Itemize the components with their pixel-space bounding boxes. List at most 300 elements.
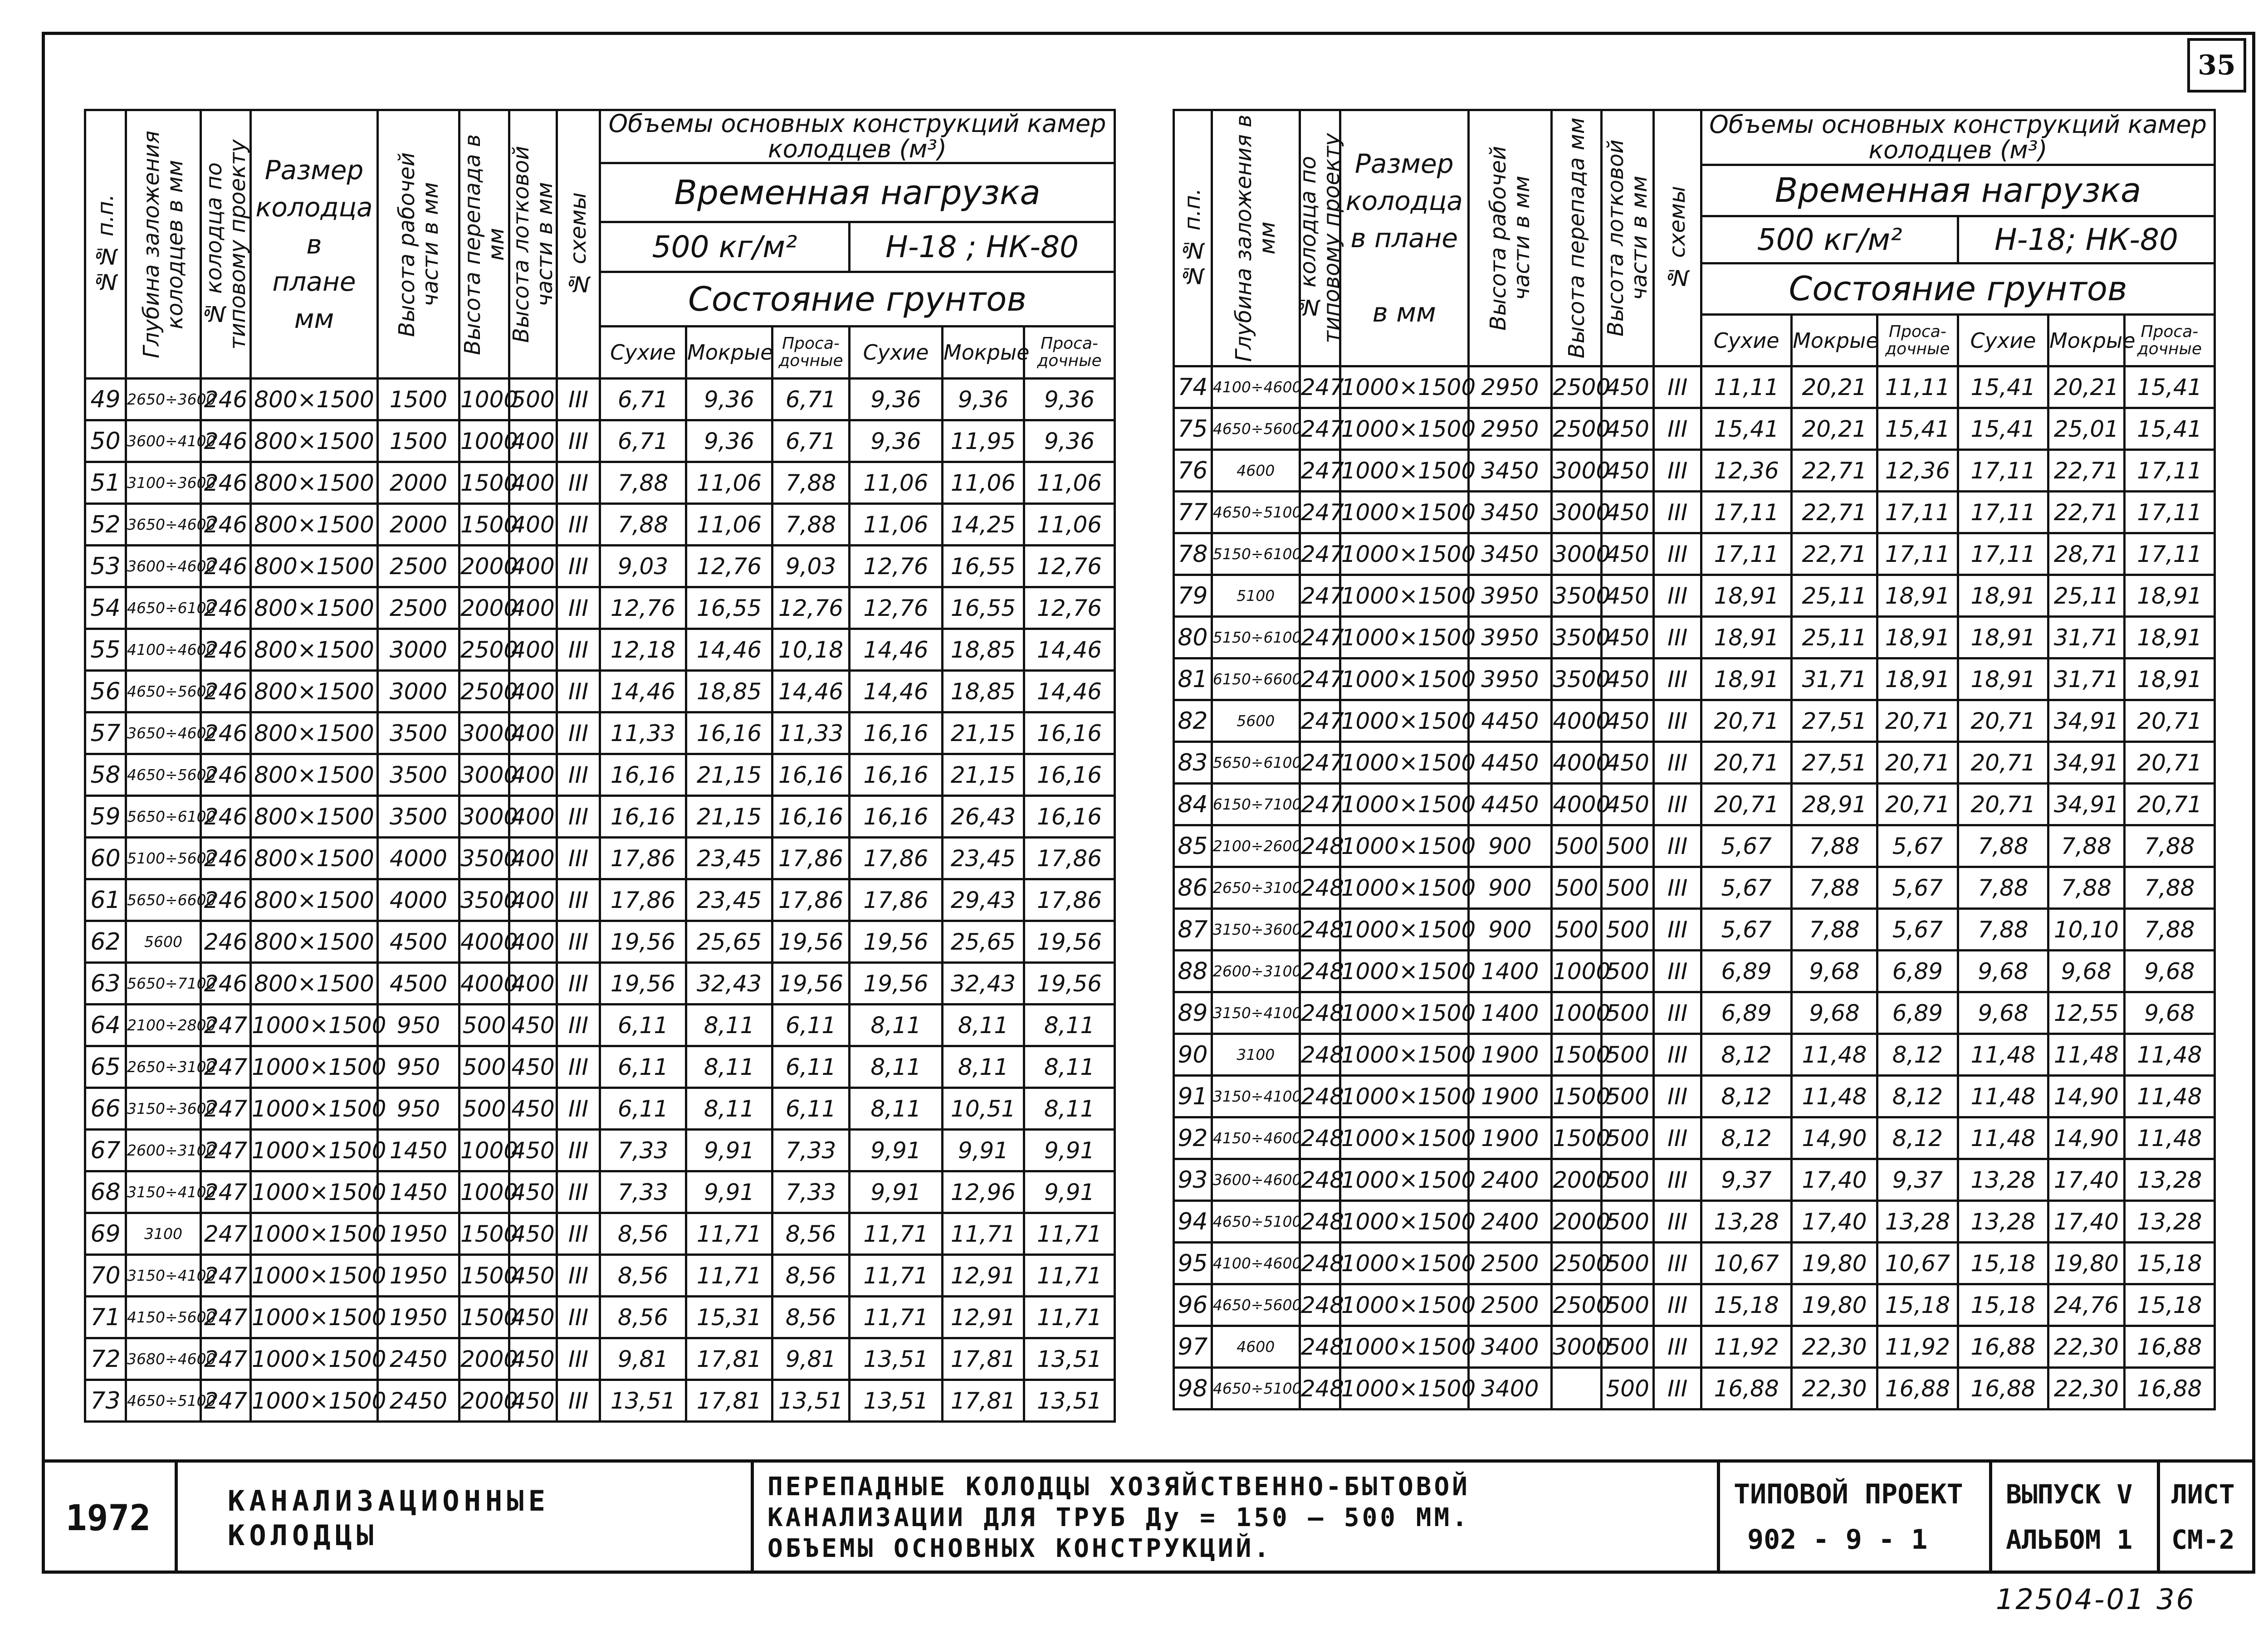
project-no: 246 xyxy=(201,379,251,420)
row-number: 93 xyxy=(1174,1159,1212,1201)
scheme: III xyxy=(1654,575,1701,617)
drop-height: 2000 xyxy=(459,1338,509,1380)
vol-500-subsiding: 5,67 xyxy=(1877,867,1958,909)
vol-h18-dry: 17,11 xyxy=(1958,492,2048,533)
scheme: III xyxy=(557,838,600,879)
row-number: 56 xyxy=(85,671,126,712)
col-header-drop-height: Высота перепада мм xyxy=(1552,110,1602,366)
plan-size: 1000×1500 xyxy=(1340,1076,1468,1117)
project-no: 247 xyxy=(201,1130,251,1171)
project-no: 247 xyxy=(1300,533,1340,575)
row-number: 81 xyxy=(1174,658,1212,700)
scheme: III xyxy=(557,379,600,420)
drop-height: 1500 xyxy=(1552,1117,1602,1159)
table-row xyxy=(1174,1243,2215,1284)
drop-height: 1000 xyxy=(1552,992,1602,1034)
drop-height: 3500 xyxy=(1552,575,1602,617)
plan-size: 1000×1500 xyxy=(251,1005,378,1046)
vol-h18-wet: 22,30 xyxy=(2048,1368,2125,1410)
stamp-title: ПЕРЕПАДНЫЕ КОЛОДЦЫ ХОЗЯЙСТВЕННО-БЫТОВОЙ КАНАЛИЗАЦИИ ДЛЯ ТРУБ Ду = 150 – 500 ММ. ОБЪЕМЫ ОСНОВНЫХ КОНСТРУКЦИЙ. xyxy=(754,1463,1720,1574)
drop-height: 500 xyxy=(459,1005,509,1046)
soil-dry: Сухие xyxy=(1958,315,2048,366)
vol-h18-wet: 17,81 xyxy=(943,1338,1024,1380)
vol-500-dry: 8,56 xyxy=(600,1297,686,1338)
drop-height: 3000 xyxy=(1552,1326,1602,1368)
vol-h18-subsiding: 9,91 xyxy=(1024,1171,1115,1213)
depth: 2650÷3600 xyxy=(126,379,201,420)
depth: 3100÷3600 xyxy=(126,462,201,504)
vol-h18-dry: 17,86 xyxy=(850,879,943,921)
vol-h18-wet: 34,91 xyxy=(2048,700,2125,742)
row-number: 54 xyxy=(85,587,126,629)
row-number: 67 xyxy=(85,1130,126,1171)
vol-h18-subsiding: 7,88 xyxy=(2124,825,2214,867)
depth: 3150÷4100 xyxy=(1212,992,1300,1034)
depth: 4650÷5100 xyxy=(126,1380,201,1422)
plan-size: 800×1500 xyxy=(251,879,378,921)
col-header-scheme: № схемы xyxy=(1654,110,1701,366)
table-row xyxy=(1174,450,2215,492)
vol-500-wet: 11,48 xyxy=(1792,1076,1877,1117)
vol-h18-wet: 29,43 xyxy=(943,879,1024,921)
project-no: 247 xyxy=(1300,450,1340,492)
drop-height: 1000 xyxy=(459,379,509,420)
soil-subsiding: Проса-дочные xyxy=(2124,315,2214,366)
depth: 4650÷5100 xyxy=(1212,492,1300,533)
col-header-size: Размер колодца в плане мм xyxy=(251,110,378,379)
vol-h18-subsiding: 15,18 xyxy=(2124,1243,2214,1284)
scheme: III xyxy=(1654,867,1701,909)
vol-500-wet: 11,48 xyxy=(1792,1034,1877,1076)
row-number: 84 xyxy=(1174,784,1212,825)
tray-height: 400 xyxy=(509,712,557,754)
scheme: III xyxy=(557,1338,600,1380)
vol-h18-wet: 23,45 xyxy=(943,838,1024,879)
col-header-depth: Глубина заложения колодцев в мм xyxy=(126,110,201,379)
vol-500-wet: 15,31 xyxy=(686,1297,772,1338)
vol-500-dry: 11,92 xyxy=(1701,1326,1792,1368)
tray-height: 400 xyxy=(509,462,557,504)
vol-500-subsiding: 10,18 xyxy=(772,629,850,671)
row-number: 51 xyxy=(85,462,126,504)
soil-subsiding: Проса-дочные xyxy=(1877,315,1958,366)
vol-h18-dry: 11,48 xyxy=(1958,1076,2048,1117)
tray-height: 450 xyxy=(1602,450,1654,492)
drop-height: 3500 xyxy=(1552,617,1602,658)
vol-500-wet: 28,91 xyxy=(1792,784,1877,825)
row-number: 68 xyxy=(85,1171,126,1213)
vol-h18-subsiding: 17,11 xyxy=(2124,450,2214,492)
work-height: 1500 xyxy=(378,420,459,462)
project-no: 248 xyxy=(1300,867,1340,909)
tray-height: 500 xyxy=(1602,1159,1654,1201)
vol-h18-subsiding: 17,86 xyxy=(1024,838,1115,879)
project-no: 246 xyxy=(201,462,251,504)
vol-500-subsiding: 8,56 xyxy=(772,1213,850,1255)
scheme: III xyxy=(1654,700,1701,742)
row-number: 75 xyxy=(1174,408,1212,450)
work-height: 1450 xyxy=(378,1171,459,1213)
vol-500-subsiding: 17,11 xyxy=(1877,533,1958,575)
plan-size: 1000×1500 xyxy=(1340,533,1468,575)
table-row xyxy=(1174,825,2215,867)
scheme: III xyxy=(1654,1368,1701,1410)
drop-height: 3500 xyxy=(459,879,509,921)
work-height: 1900 xyxy=(1468,1076,1551,1117)
plan-size: 1000×1500 xyxy=(1340,1243,1468,1284)
scheme: III xyxy=(557,1171,600,1213)
vol-500-subsiding: 10,67 xyxy=(1877,1243,1958,1284)
vol-500-dry: 16,88 xyxy=(1701,1368,1792,1410)
vol-500-dry: 10,67 xyxy=(1701,1243,1792,1284)
row-number: 72 xyxy=(85,1338,126,1380)
vol-500-subsiding: 9,37 xyxy=(1877,1159,1958,1201)
project-no: 246 xyxy=(201,754,251,796)
depth: 4650÷5100 xyxy=(1212,1201,1300,1243)
scheme: III xyxy=(557,1297,600,1338)
row-number: 77 xyxy=(1174,492,1212,533)
vol-h18-wet: 7,88 xyxy=(2048,825,2125,867)
depth: 4650÷5600 xyxy=(126,754,201,796)
scheme: III xyxy=(1654,825,1701,867)
table-row xyxy=(85,963,1115,1005)
vol-500-subsiding: 12,76 xyxy=(772,587,850,629)
soil-dry: Сухие xyxy=(850,327,943,379)
work-height: 2500 xyxy=(378,546,459,587)
work-height: 950 xyxy=(378,1088,459,1130)
vol-h18-dry: 16,88 xyxy=(1958,1326,2048,1368)
vol-h18-dry: 17,86 xyxy=(850,838,943,879)
vol-500-dry: 16,16 xyxy=(600,754,686,796)
work-height: 1900 xyxy=(1468,1034,1551,1076)
table-row xyxy=(85,921,1115,963)
vol-h18-subsiding: 15,41 xyxy=(2124,408,2214,450)
tray-height: 450 xyxy=(509,1171,557,1213)
row-number: 74 xyxy=(1174,366,1212,408)
soil-subsiding: Проса-дочные xyxy=(772,327,850,379)
tray-height: 450 xyxy=(1602,366,1654,408)
table-row xyxy=(1174,951,2215,992)
vol-h18-wet: 17,81 xyxy=(943,1380,1024,1422)
plan-size: 1000×1500 xyxy=(1340,617,1468,658)
depth: 2600÷3100 xyxy=(1212,951,1300,992)
table-row xyxy=(1174,1034,2215,1076)
col-header-depth: Глубина заложения в мм xyxy=(1212,110,1300,366)
work-height: 3000 xyxy=(378,629,459,671)
vol-h18-subsiding: 19,56 xyxy=(1024,921,1115,963)
scheme: III xyxy=(557,879,600,921)
work-height: 4500 xyxy=(378,921,459,963)
drop-height: 4000 xyxy=(1552,742,1602,784)
drop-height: 2500 xyxy=(459,629,509,671)
vol-h18-wet: 11,48 xyxy=(2048,1034,2125,1076)
vol-h18-subsiding: 11,06 xyxy=(1024,462,1115,504)
vol-500-subsiding: 8,56 xyxy=(772,1255,850,1297)
vol-500-subsiding: 20,71 xyxy=(1877,700,1958,742)
vol-h18-dry: 16,16 xyxy=(850,754,943,796)
load-h18: Н-18 ; НК-80 xyxy=(850,222,1115,272)
vol-500-subsiding: 9,81 xyxy=(772,1338,850,1380)
row-number: 95 xyxy=(1174,1243,1212,1284)
depth: 4150÷5600 xyxy=(126,1297,201,1338)
row-number: 78 xyxy=(1174,533,1212,575)
depth: 3150÷4100 xyxy=(126,1171,201,1213)
tray-height: 450 xyxy=(509,1255,557,1297)
vol-h18-wet: 16,55 xyxy=(943,587,1024,629)
depth: 3650÷4600 xyxy=(126,712,201,754)
scheme: III xyxy=(557,1380,600,1422)
vol-500-dry: 20,71 xyxy=(1701,784,1792,825)
col-header-work-height: Высота рабочей части в мм xyxy=(378,110,459,379)
vol-h18-dry: 13,28 xyxy=(1958,1159,2048,1201)
drop-height: 3500 xyxy=(1552,658,1602,700)
scheme: III xyxy=(1654,742,1701,784)
vol-h18-wet: 7,88 xyxy=(2048,867,2125,909)
vol-h18-wet: 8,11 xyxy=(943,1005,1024,1046)
vol-500-dry: 19,56 xyxy=(600,963,686,1005)
vol-h18-wet: 9,91 xyxy=(943,1130,1024,1171)
tray-height: 400 xyxy=(509,420,557,462)
vol-h18-dry: 9,91 xyxy=(850,1130,943,1171)
tray-height: 400 xyxy=(509,629,557,671)
page-number: 35 xyxy=(2187,38,2246,93)
project-no: 247 xyxy=(201,1088,251,1130)
vol-h18-wet: 28,71 xyxy=(2048,533,2125,575)
scheme: III xyxy=(1654,533,1701,575)
soil-header: Состояние грунтов xyxy=(600,272,1115,327)
vol-500-wet: 20,21 xyxy=(1792,408,1877,450)
vol-h18-dry: 7,88 xyxy=(1958,867,2048,909)
vol-h18-dry: 11,71 xyxy=(850,1213,943,1255)
vol-500-dry: 17,86 xyxy=(600,879,686,921)
depth: 3150÷4100 xyxy=(126,1255,201,1297)
drop-height: 4000 xyxy=(459,921,509,963)
drop-height: 3500 xyxy=(459,838,509,879)
vol-500-dry: 12,36 xyxy=(1701,450,1792,492)
plan-size: 800×1500 xyxy=(251,546,378,587)
table-row xyxy=(1174,533,2215,575)
vol-500-wet: 7,88 xyxy=(1792,867,1877,909)
vol-500-wet: 25,11 xyxy=(1792,575,1877,617)
vol-500-subsiding: 12,36 xyxy=(1877,450,1958,492)
vol-500-wet: 32,43 xyxy=(686,963,772,1005)
plan-size: 1000×1500 xyxy=(1340,1284,1468,1326)
row-number: 85 xyxy=(1174,825,1212,867)
vol-500-wet: 23,45 xyxy=(686,879,772,921)
table-row xyxy=(85,1255,1115,1297)
vol-500-dry: 8,12 xyxy=(1701,1034,1792,1076)
vol-h18-subsiding: 16,16 xyxy=(1024,754,1115,796)
vol-500-wet: 22,71 xyxy=(1792,492,1877,533)
work-height: 950 xyxy=(378,1046,459,1088)
vol-500-subsiding: 11,11 xyxy=(1877,366,1958,408)
scheme: III xyxy=(557,1213,600,1255)
scheme: III xyxy=(557,504,600,546)
project-no: 248 xyxy=(1300,1368,1340,1410)
project-no: 247 xyxy=(201,1380,251,1422)
vol-500-subsiding: 6,89 xyxy=(1877,951,1958,992)
scheme: III xyxy=(1654,617,1701,658)
work-height: 3000 xyxy=(378,671,459,712)
work-height: 2500 xyxy=(1468,1284,1551,1326)
work-height: 3500 xyxy=(378,754,459,796)
work-height: 1950 xyxy=(378,1213,459,1255)
scheme: III xyxy=(1654,992,1701,1034)
scheme: III xyxy=(557,796,600,838)
vol-h18-wet: 32,43 xyxy=(943,963,1024,1005)
tray-height: 500 xyxy=(509,379,557,420)
plan-size: 800×1500 xyxy=(251,712,378,754)
vol-h18-subsiding: 15,18 xyxy=(2124,1284,2214,1326)
depth: 2600÷3100 xyxy=(126,1130,201,1171)
row-number: 63 xyxy=(85,963,126,1005)
row-number: 66 xyxy=(85,1088,126,1130)
plan-size: 1000×1500 xyxy=(1340,867,1468,909)
scheme: III xyxy=(557,629,600,671)
project-no: 248 xyxy=(1300,1201,1340,1243)
drop-height: 500 xyxy=(1552,825,1602,867)
vol-h18-subsiding: 14,46 xyxy=(1024,629,1115,671)
depth: 5100 xyxy=(1212,575,1300,617)
vol-h18-dry: 15,41 xyxy=(1958,366,2048,408)
table-row xyxy=(1174,1326,2215,1368)
load-h18: Н-18; НК-80 xyxy=(1958,216,2215,263)
drop-height: 1500 xyxy=(459,1213,509,1255)
vol-h18-dry: 13,51 xyxy=(850,1380,943,1422)
vol-500-wet: 7,88 xyxy=(1792,825,1877,867)
plan-size: 800×1500 xyxy=(251,796,378,838)
volumes-title: Объемы основных конструкций камер колодцев (м³) xyxy=(1701,110,2215,165)
scheme: III xyxy=(1654,1243,1701,1284)
vol-h18-subsiding: 17,86 xyxy=(1024,879,1115,921)
vol-500-wet: 9,68 xyxy=(1792,951,1877,992)
vol-h18-dry: 17,11 xyxy=(1958,450,2048,492)
vol-h18-dry: 8,11 xyxy=(850,1005,943,1046)
row-number: 53 xyxy=(85,546,126,587)
vol-h18-wet: 11,06 xyxy=(943,462,1024,504)
project-no: 247 xyxy=(1300,617,1340,658)
vol-h18-subsiding: 9,68 xyxy=(2124,992,2214,1034)
vol-h18-dry: 15,18 xyxy=(1958,1243,2048,1284)
vol-500-dry: 17,11 xyxy=(1701,533,1792,575)
vol-h18-dry: 15,18 xyxy=(1958,1284,2048,1326)
vol-h18-subsiding: 12,76 xyxy=(1024,587,1115,629)
vol-h18-dry: 19,56 xyxy=(850,963,943,1005)
vol-500-dry: 8,56 xyxy=(600,1255,686,1297)
tray-height: 500 xyxy=(1602,825,1654,867)
vol-500-wet: 11,71 xyxy=(686,1255,772,1297)
vol-h18-subsiding: 14,46 xyxy=(1024,671,1115,712)
vol-h18-wet: 14,90 xyxy=(2048,1076,2125,1117)
drop-height: 2500 xyxy=(1552,366,1602,408)
work-height: 3400 xyxy=(1468,1368,1551,1410)
vol-h18-dry: 20,71 xyxy=(1958,700,2048,742)
tray-height: 500 xyxy=(1602,867,1654,909)
vol-h18-wet: 21,15 xyxy=(943,712,1024,754)
stamp-year: 1972 xyxy=(42,1463,178,1574)
scheme: III xyxy=(557,587,600,629)
scheme: III xyxy=(1654,1284,1701,1326)
vol-500-wet: 9,91 xyxy=(686,1171,772,1213)
plan-size: 800×1500 xyxy=(251,838,378,879)
vol-h18-subsiding: 20,71 xyxy=(2124,742,2214,784)
plan-size: 1000×1500 xyxy=(251,1213,378,1255)
vol-500-dry: 6,11 xyxy=(600,1046,686,1088)
depth: 4650÷5600 xyxy=(126,671,201,712)
table-row xyxy=(1174,1159,2215,1201)
work-height: 3500 xyxy=(378,796,459,838)
work-height: 3450 xyxy=(1468,533,1551,575)
drop-height: 2500 xyxy=(459,671,509,712)
vol-h18-dry: 12,76 xyxy=(850,546,943,587)
vol-500-subsiding: 18,91 xyxy=(1877,575,1958,617)
project-no: 248 xyxy=(1300,909,1340,951)
row-number: 91 xyxy=(1174,1076,1212,1117)
plan-size: 1000×1500 xyxy=(1340,992,1468,1034)
vol-500-dry: 5,67 xyxy=(1701,867,1792,909)
table-row xyxy=(1174,992,2215,1034)
work-height: 1450 xyxy=(378,1130,459,1171)
vol-h18-wet: 25,11 xyxy=(2048,575,2125,617)
drop-height: 1000 xyxy=(1552,951,1602,992)
soil-wet: Мокрые xyxy=(686,327,772,379)
vol-500-wet: 25,11 xyxy=(1792,617,1877,658)
vol-500-dry: 17,11 xyxy=(1701,492,1792,533)
vol-500-wet: 25,65 xyxy=(686,921,772,963)
vol-500-wet: 16,55 xyxy=(686,587,772,629)
scheme: III xyxy=(557,1255,600,1297)
vol-500-subsiding: 18,91 xyxy=(1877,658,1958,700)
project-no: 248 xyxy=(1300,1284,1340,1326)
plan-size: 1000×1500 xyxy=(251,1046,378,1088)
drop-height xyxy=(1552,1368,1602,1410)
volumes-table-right xyxy=(1173,109,2216,1410)
scheme: III xyxy=(1654,450,1701,492)
drop-height: 500 xyxy=(459,1088,509,1130)
depth: 3600÷4100 xyxy=(126,420,201,462)
row-number: 59 xyxy=(85,796,126,838)
vol-500-dry: 18,91 xyxy=(1701,617,1792,658)
vol-h18-wet: 16,55 xyxy=(943,546,1024,587)
tray-height: 450 xyxy=(1602,784,1654,825)
project-no: 246 xyxy=(201,504,251,546)
drop-height: 3000 xyxy=(459,712,509,754)
vol-500-wet: 20,21 xyxy=(1792,366,1877,408)
vol-500-subsiding: 6,11 xyxy=(772,1088,850,1130)
table-row xyxy=(85,546,1115,587)
tray-height: 500 xyxy=(1602,1034,1654,1076)
vol-500-subsiding: 19,56 xyxy=(772,963,850,1005)
depth: 5650÷6600 xyxy=(126,879,201,921)
drop-height: 3000 xyxy=(459,796,509,838)
vol-500-dry: 8,12 xyxy=(1701,1076,1792,1117)
tray-height: 450 xyxy=(509,1130,557,1171)
row-number: 69 xyxy=(85,1213,126,1255)
work-height: 4000 xyxy=(378,879,459,921)
vol-500-wet: 17,40 xyxy=(1792,1159,1877,1201)
drop-height: 1000 xyxy=(459,420,509,462)
vol-h18-subsiding: 11,48 xyxy=(2124,1034,2214,1076)
vol-500-subsiding: 13,28 xyxy=(1877,1201,1958,1243)
vol-h18-dry: 14,46 xyxy=(850,629,943,671)
work-height: 2000 xyxy=(378,462,459,504)
vol-500-dry: 15,18 xyxy=(1701,1284,1792,1326)
project-no: 247 xyxy=(1300,742,1340,784)
vol-500-dry: 7,88 xyxy=(600,504,686,546)
vol-h18-dry: 18,91 xyxy=(1958,575,2048,617)
vol-h18-subsiding: 11,48 xyxy=(2124,1076,2214,1117)
work-height: 3450 xyxy=(1468,492,1551,533)
